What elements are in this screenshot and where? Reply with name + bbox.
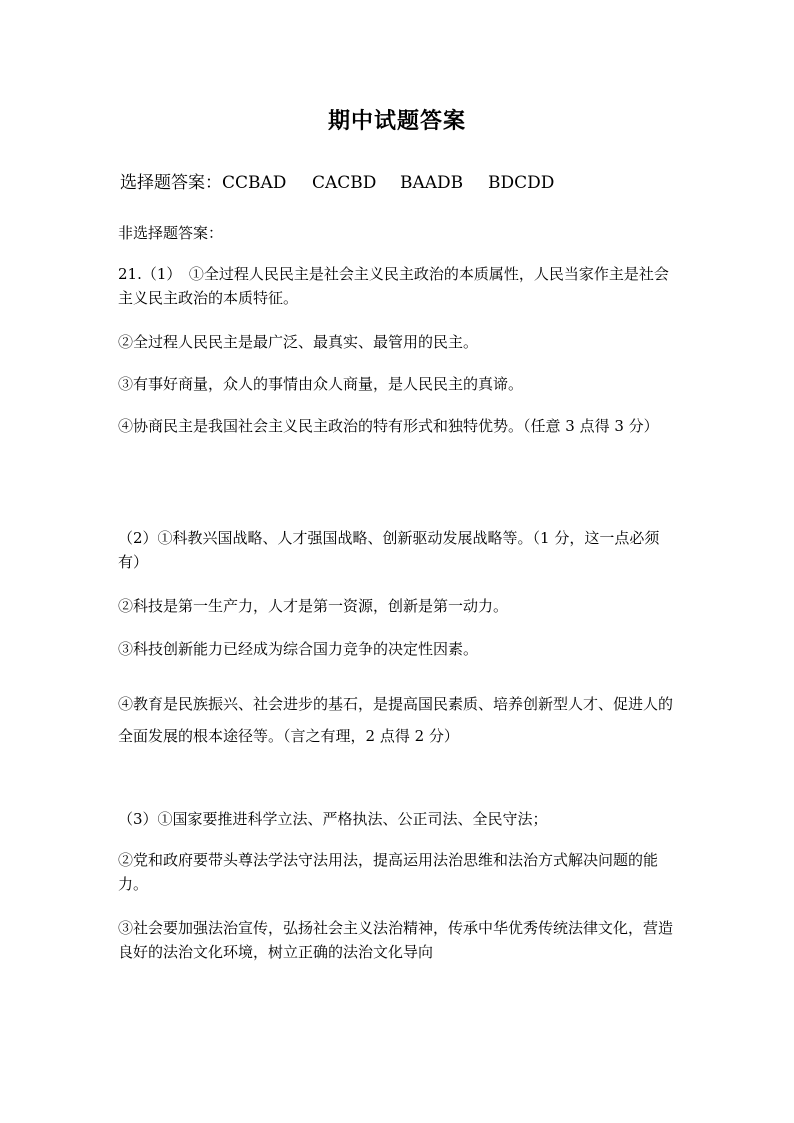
q2-point-4: ④教育是民族振兴、社会进步的基石，是提高国民素质、培养创新型人才、促进人的全面发展的根本途径等。（言之有理，2 点得 2 分） <box>118 695 674 745</box>
nonchoice-label: 非选择题答案： <box>118 224 224 242</box>
q3-point-3: ③社会要加强法治宣传，弘扬社会主义法治精神，传承中华优秀传统法律文化，营造良好的法治文化环境，树立正确的法治文化导向 <box>118 919 674 961</box>
choice-group-1: CCBAD <box>222 173 287 193</box>
q2-point-1: （2）①科教兴国战略、人才强国战略、创新驱动发展战略等。（1 分，这一点必须有） <box>118 529 660 571</box>
choice-group-4: BDCDD <box>488 173 555 193</box>
q21-point-2: ②全过程人民民主是最广泛、最真实、最管用的民主。 <box>118 333 479 351</box>
page-title: 期中试题答案 <box>327 108 466 134</box>
choice-answers-line <box>120 168 554 193</box>
q21-point-3: ③有事好商量，众人的事情由众人商量，是人民民主的真谛。 <box>118 375 524 393</box>
q21-point-4: ④协商民主是我国社会主义民主政治的特有形式和独特优势。（任意 3 点得 3 分） <box>118 417 659 435</box>
choice-group-3: BAADB <box>400 173 464 193</box>
choice-answers-label: 选择题答案： <box>120 173 222 193</box>
q21-point-1: 21.（1） ①全过程人民民主是社会主义民主政治的本质属性，人民当家作主是社会主义民主政治的本质特征。 <box>118 265 669 307</box>
q3-point-1: （3）①国家要推进科学立法、严格执法、公正司法、全民守法； <box>118 810 548 828</box>
q3-point-2: ②党和政府要带头尊法学法守法用法，提高运用法治思维和法治方式解决问题的能力。 <box>118 851 659 893</box>
q2-point-3: ③科技创新能力已经成为综合国力竞争的决定性因素。 <box>118 640 479 658</box>
choice-group-2: CACBD <box>312 173 377 193</box>
q2-point-2: ②科技是第一生产力，人才是第一资源，创新是第一动力。 <box>118 597 509 615</box>
